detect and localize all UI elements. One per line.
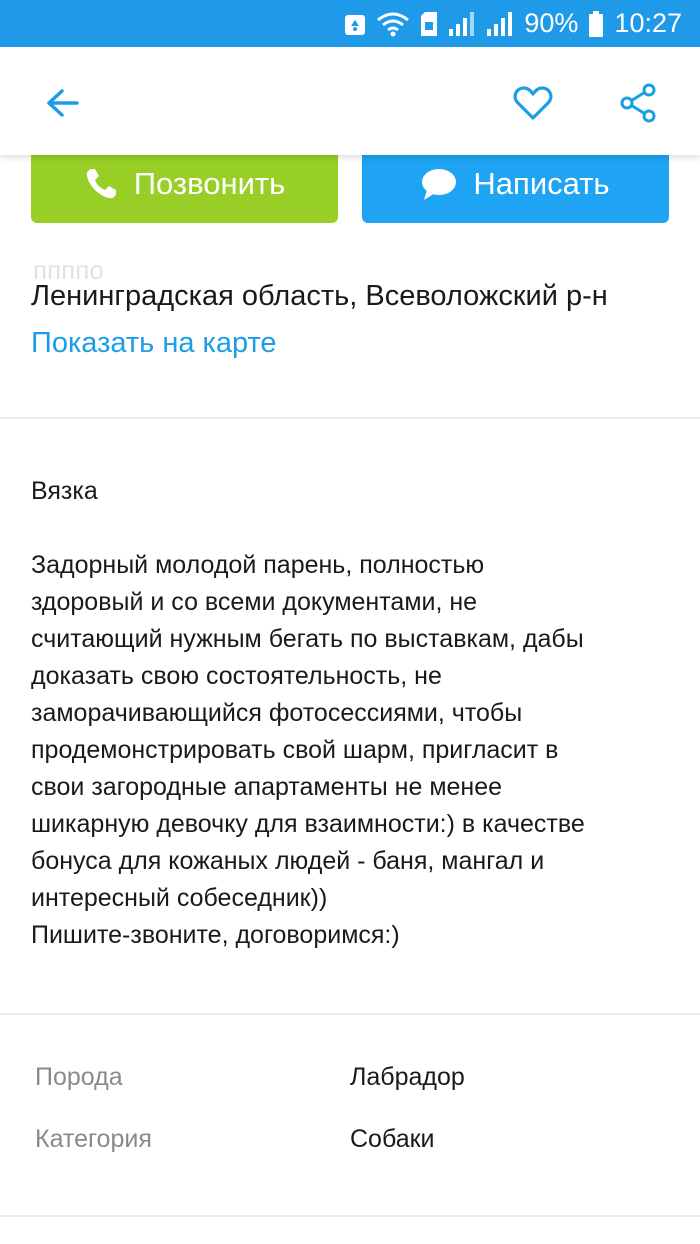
description-line: доказать свою состоятельность, не bbox=[31, 662, 442, 690]
clock: 10:27 bbox=[614, 8, 682, 38]
battery-percent: 90% bbox=[524, 8, 579, 38]
signal-icon bbox=[448, 12, 476, 36]
param-value: Собаки bbox=[350, 1125, 435, 1153]
phone-icon bbox=[84, 167, 118, 201]
write-button[interactable] bbox=[362, 155, 669, 223]
description-line: Пишите-звоните, договоримся:) bbox=[31, 921, 400, 949]
param-value: Лабрадор bbox=[350, 1063, 465, 1091]
call-button-label: Позвонить bbox=[133, 166, 286, 201]
description-line: шикарную девочку для взаимности:) в качестве bbox=[31, 810, 585, 838]
description-line: интересный собеседник)) bbox=[31, 884, 328, 912]
call-button[interactable] bbox=[31, 155, 338, 223]
arrow-left-icon bbox=[45, 88, 79, 118]
sim-icon bbox=[420, 12, 438, 36]
listing-title: Вязка bbox=[31, 477, 98, 505]
description-line: свои загородные апартаменты не менее bbox=[31, 773, 503, 801]
show-on-map-link[interactable]: Показать на карте bbox=[31, 327, 277, 359]
faded-text: ппппо bbox=[33, 255, 104, 285]
chat-bubble-icon bbox=[421, 167, 457, 201]
divider bbox=[0, 1013, 700, 1015]
heart-icon bbox=[513, 85, 553, 121]
address: Ленинградская область, Всеволожский р-н bbox=[31, 280, 608, 312]
description-line: здоровый и со всеми документами, не bbox=[31, 588, 478, 616]
share-button[interactable] bbox=[610, 75, 666, 131]
divider bbox=[0, 1215, 700, 1217]
description-line: бонуса для кожаных людей - баня, мангал и bbox=[31, 847, 545, 875]
contact-actions bbox=[31, 155, 669, 223]
listing-description bbox=[31, 547, 671, 954]
param-label: Категория bbox=[35, 1125, 152, 1153]
listing-params bbox=[0, 1063, 700, 1187]
back-button[interactable] bbox=[34, 75, 90, 131]
battery-icon bbox=[588, 11, 604, 37]
param-label: Порода bbox=[35, 1063, 123, 1091]
wifi-icon bbox=[376, 11, 410, 37]
favorite-button[interactable] bbox=[505, 75, 561, 131]
description-line: Задорный молодой парень, полностью bbox=[31, 551, 485, 579]
description-line: продемонстрировать свой шарм, пригласит в bbox=[31, 736, 559, 764]
signal-icon bbox=[486, 12, 514, 36]
param-row-breed bbox=[0, 1063, 700, 1125]
listing-content bbox=[0, 155, 700, 1244]
param-row-category bbox=[0, 1125, 700, 1187]
description-line: считающий нужным бегать по выставкам, дабы bbox=[31, 625, 584, 653]
recycle-icon bbox=[344, 12, 366, 36]
write-button-label: Написать bbox=[473, 166, 610, 201]
description-line: заморачивающийся фотосессиями, чтобы bbox=[31, 699, 523, 727]
share-icon bbox=[619, 83, 657, 123]
app-bar bbox=[0, 47, 700, 155]
divider bbox=[0, 417, 700, 419]
status-bar bbox=[0, 0, 700, 47]
